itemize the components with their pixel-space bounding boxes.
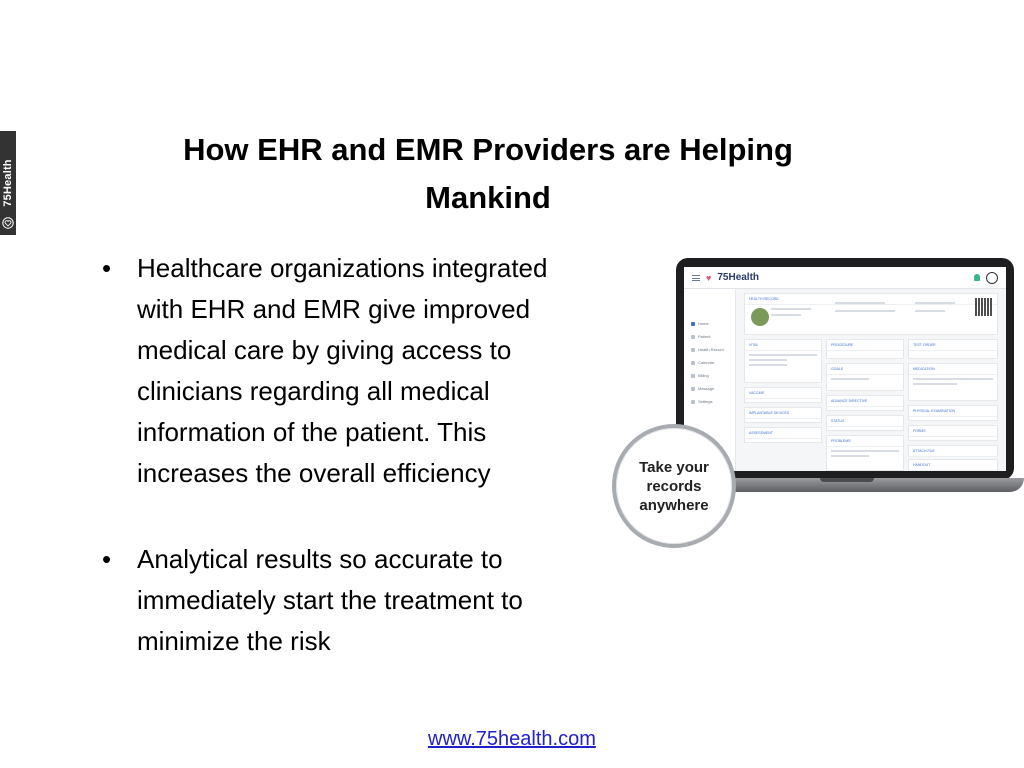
nav-item-patient: Patient — [684, 330, 735, 343]
slide-title: How EHR and EMR Providers are Helping Mankind — [183, 132, 793, 215]
forms-panel: FORMS — [908, 425, 998, 441]
brand-side-tab — [0, 131, 16, 235]
bullet-item — [100, 248, 600, 494]
bullet-dot: • — [102, 544, 112, 574]
nav-item-billing: Billing — [684, 369, 735, 382]
app-body — [684, 289, 1006, 471]
bullet-list — [100, 248, 600, 662]
badge-text: Take your records anywhere — [639, 458, 709, 514]
vital-panel: VITAL — [744, 339, 822, 383]
physical-examination-panel: PHYSICAL EXAMINATION — [908, 405, 998, 421]
procedure-panel: PROCEDURE — [826, 339, 904, 359]
heart-logo-icon — [2, 217, 14, 229]
qr-code — [975, 298, 993, 316]
nav-item-settings: Settings — [684, 395, 735, 408]
status-panel: STATUS — [826, 415, 904, 431]
health-record-card: HEALTH RECORD — [744, 293, 998, 335]
take-records-badge — [612, 424, 736, 548]
advance-directive-panel: ADVANCE DIRECTIVE — [826, 395, 904, 411]
app-logo: 75Health — [717, 272, 760, 283]
nav-item-calendar: Calendar — [684, 356, 735, 369]
bullet-dot: • — [102, 253, 112, 283]
notification-bell-icon — [974, 274, 980, 281]
app-header — [684, 267, 1006, 289]
nav-item-health-record: Health Record — [684, 343, 735, 356]
problems-panel: PROBLEMS — [826, 435, 904, 471]
assessment-panel: ASSESSMENT — [744, 427, 822, 443]
medication-panel: MEDICATION — [908, 363, 998, 401]
bullet-text: Analytical results so accurate to immediately start the treatment to minimize the risk — [137, 544, 523, 656]
vaccine-panel: VACCINE — [744, 387, 822, 403]
nav-item-message: Message — [684, 382, 735, 395]
brand-name: 75Health — [2, 159, 14, 207]
user-avatar — [986, 272, 998, 284]
website-link[interactable]: www.75health.com — [428, 728, 596, 750]
bullet-text: Healthcare organizations integrated with EHR and EMR give improved medical care by giving access to clinicians regarding all medical information of the patient. This increases the overall efficiency — [137, 253, 548, 488]
laptop-illustration — [610, 256, 1024, 556]
bullet-item — [100, 539, 600, 662]
hamburger-menu-icon — [692, 275, 700, 281]
handout-panel: HANDOUT — [908, 459, 998, 471]
nav-item-home: Home — [684, 317, 735, 330]
implantable-devices-panel: IMPLANTABLE DEVICES — [744, 407, 822, 423]
laptop-screen — [684, 267, 1006, 471]
patient-photo — [751, 308, 769, 326]
goals-panel: GOALS — [826, 363, 904, 391]
attach-file-panel: ATTACH FILE — [908, 445, 998, 457]
test-order-panel: TEST ORDER — [908, 339, 998, 359]
heart-icon: ♥ — [706, 272, 712, 283]
